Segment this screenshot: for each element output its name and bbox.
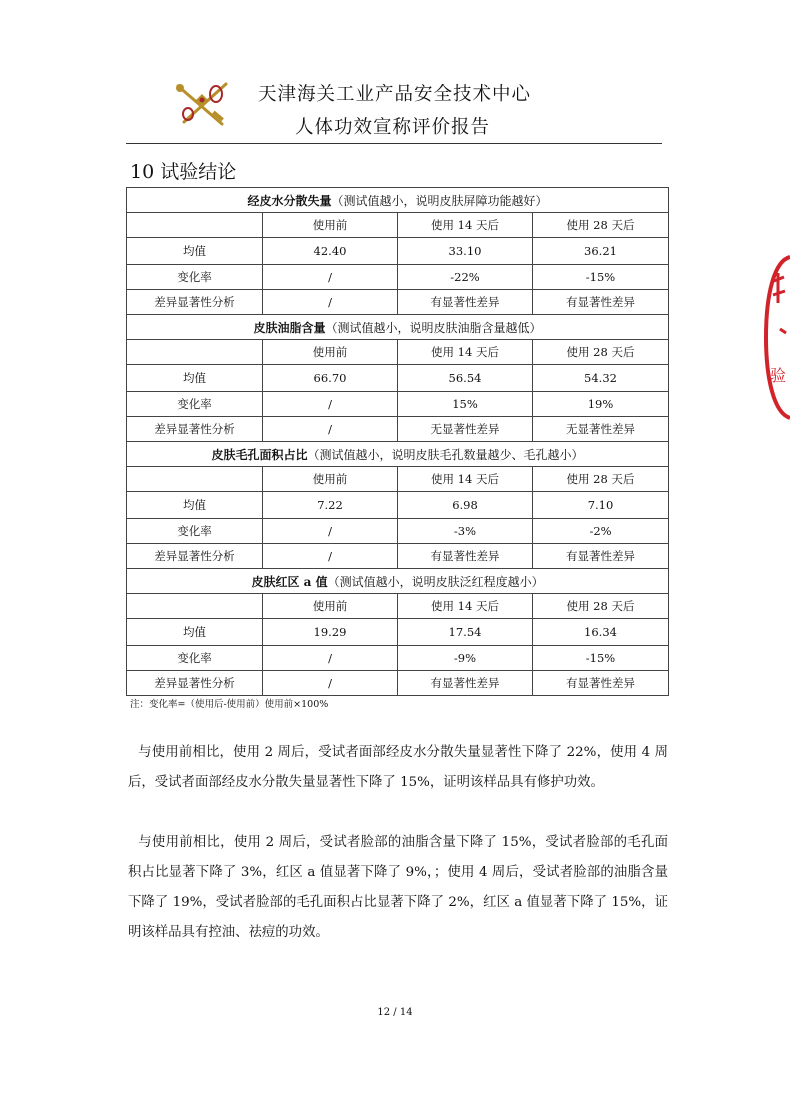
section-header-note: （测试值越小，说明皮肤泛红程度越小）	[327, 574, 544, 589]
table-section-header	[127, 315, 669, 340]
table-cell: 有显著性差异	[398, 671, 533, 696]
conclusion-paragraph	[128, 738, 668, 798]
section-header-title: 皮肤毛孔面积占比	[211, 447, 308, 462]
column-header	[127, 340, 263, 365]
table-cell: 19%	[533, 392, 669, 417]
table-cell: 66.70	[263, 365, 398, 392]
row-label: 均值	[127, 365, 263, 392]
table-cell: /	[263, 417, 398, 442]
row-label: 差异显著性分析	[127, 671, 263, 696]
table-cell: 无显著性差异	[398, 417, 533, 442]
table-cell: -3%	[398, 519, 533, 544]
section-title: 10 试验结论	[130, 161, 237, 183]
table-cell: 有显著性差异	[398, 290, 533, 315]
table-column-header-row	[127, 594, 669, 619]
table-row	[127, 417, 669, 442]
table-cell: 54.32	[533, 365, 669, 392]
table-row	[127, 365, 669, 392]
conclusion-paragraph	[128, 828, 668, 948]
table-cell: 33.10	[398, 238, 533, 265]
table-cell: 19.29	[263, 619, 398, 646]
column-header: 使用前	[263, 467, 398, 492]
table-cell: 42.40	[263, 238, 398, 265]
column-header: 使用前	[263, 340, 398, 365]
table-row	[127, 646, 669, 671]
column-header: 使用 28 天后	[533, 467, 669, 492]
table-cell: /	[263, 671, 398, 696]
table-cell: /	[263, 646, 398, 671]
table-row	[127, 265, 669, 290]
paragraph-text: 与使用前相比，使用 2 周后，受试者面部经皮水分散失量显著性下降了 22%，使用 4 周后，受试者面部经皮水分散失量显著性下降了 15%，证明该样品具有修护功效。	[128, 745, 668, 790]
column-header: 使用 28 天后	[533, 340, 669, 365]
row-label: 变化率	[127, 392, 263, 417]
table-cell: /	[263, 265, 398, 290]
table-cell: -2%	[533, 519, 669, 544]
table-cell: 有显著性差异	[533, 544, 669, 569]
table-column-header-row	[127, 467, 669, 492]
row-label: 变化率	[127, 646, 263, 671]
table-cell: 无显著性差异	[533, 417, 669, 442]
table-cell: /	[263, 392, 398, 417]
table-cell: 有显著性差异	[398, 544, 533, 569]
table-cell: -15%	[533, 646, 669, 671]
table-cell: -9%	[398, 646, 533, 671]
row-label: 差异显著性分析	[127, 290, 263, 315]
section-header-note: （测试值越小，说明皮肤毛孔数量越少、毛孔越小）	[307, 447, 584, 462]
row-label: 变化率	[127, 519, 263, 544]
table-cell: -15%	[533, 265, 669, 290]
section-header-note: （测试值越小，说明皮肤屏障功能越好）	[331, 193, 548, 208]
table-cell: 7.10	[533, 492, 669, 519]
red-seal-stamp-icon	[764, 255, 790, 420]
section-header-title: 皮肤油脂含量	[253, 320, 326, 335]
table-cell: -22%	[398, 265, 533, 290]
table-row	[127, 619, 669, 646]
table-cell: 17.54	[398, 619, 533, 646]
table-cell: 16.34	[533, 619, 669, 646]
table-section-header	[127, 569, 669, 594]
table-cell: 15%	[398, 392, 533, 417]
page-number: 12 / 14	[377, 1007, 413, 1018]
organization-name: 天津海关工业产品安全技术中心	[258, 84, 532, 105]
column-header: 使用前	[263, 213, 398, 238]
table-cell: /	[263, 519, 398, 544]
row-label: 变化率	[127, 265, 263, 290]
table-row	[127, 492, 669, 519]
column-header	[127, 213, 263, 238]
column-header	[127, 594, 263, 619]
table-cell: 有显著性差异	[533, 671, 669, 696]
table-cell: 56.54	[398, 365, 533, 392]
row-label: 均值	[127, 492, 263, 519]
report-title: 人体功效宣称评价报告	[295, 117, 491, 138]
section-header-title: 皮肤红区 a 值	[251, 574, 328, 589]
column-header: 使用 28 天后	[533, 594, 669, 619]
table-footnote: 注：变化率=（使用后-使用前）使用前×100%	[130, 699, 329, 710]
table-row	[127, 290, 669, 315]
column-header: 使用前	[263, 594, 398, 619]
table-column-header-row	[127, 213, 669, 238]
table-section-header	[127, 442, 669, 467]
paragraph-text: 与使用前相比，使用 2 周后，受试者脸部的油脂含量下降了 15%，受试者脸部的毛孔面积占比显著下降了 3%，红区 a 值显著下降了 9%，；使用 4 周后，受试者脸部的油脂含量下降了 19%，受试者脸部的毛孔面积占比显著下降了 2%，红区 a 值显著下降了 15%，证明该样品具有控油、祛痘的功效。	[128, 835, 668, 940]
row-label: 均值	[127, 619, 263, 646]
row-label: 均值	[127, 238, 263, 265]
table-cell: 7.22	[263, 492, 398, 519]
table-cell: /	[263, 544, 398, 569]
column-header: 使用 14 天后	[398, 213, 533, 238]
column-header: 使用 14 天后	[398, 594, 533, 619]
table-section-header	[127, 188, 669, 213]
section-header-note: （测试值越小，说明皮肤油脂含量越低）	[325, 320, 542, 335]
svg-text:验: 验	[770, 366, 787, 385]
row-label: 差异显著性分析	[127, 544, 263, 569]
table-column-header-row	[127, 340, 669, 365]
column-header: 使用 14 天后	[398, 340, 533, 365]
table-row	[127, 671, 669, 696]
table-cell: 36.21	[533, 238, 669, 265]
table-cell: 有显著性差异	[533, 290, 669, 315]
table-cell: /	[263, 290, 398, 315]
table-row	[127, 238, 669, 265]
section-header-title: 经皮水分散失量	[247, 193, 332, 208]
table-cell: 6.98	[398, 492, 533, 519]
table-row	[127, 519, 669, 544]
header-divider	[126, 143, 662, 144]
column-header: 使用 14 天后	[398, 467, 533, 492]
table-row	[127, 392, 669, 417]
customs-emblem-icon	[172, 78, 232, 130]
results-table	[126, 187, 669, 696]
table-row	[127, 544, 669, 569]
column-header: 使用 28 天后	[533, 213, 669, 238]
row-label: 差异显著性分析	[127, 417, 263, 442]
column-header	[127, 467, 263, 492]
